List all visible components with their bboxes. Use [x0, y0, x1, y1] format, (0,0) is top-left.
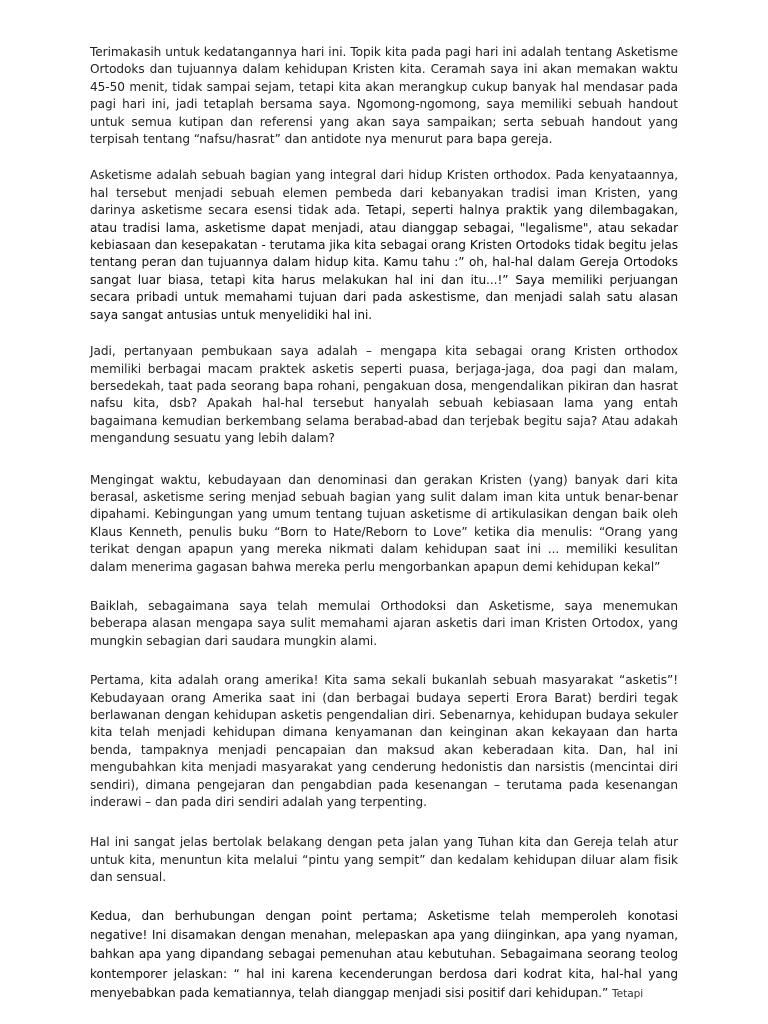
document-body [90, 44, 678, 1023]
paragraph-6 [90, 672, 678, 811]
paragraph-8 [90, 907, 678, 1004]
paragraph-8-text: Kedua, dan berhubungan dengan point pertama; Asketisme telah memperoleh konotasi negative! Ini disamakan dengan menahan, melepaskan apa yang diinginkan, apa yang nyaman, bahkan apa yang dipandang sebagai pemenuhan atau kebutuhan. Sebagaimana seorang teolog kontemporer jelaskan: “ hal ini karena kecenderungan berdosa dari kodrat kita, hal-hal yang menyebabkan pada kematiannya, telah dianggap menjadi sisi positif dari kehidupan.” [90, 908, 678, 1000]
paragraph-3-text: Jadi, pertanyaan pembukaan saya adalah – mengapa kita sebagai orang Kristen orthodox memiliki berbagai macam praktek asketis seperti puasa, berjaga-jaga, doa pagi dan malam, bersedekah, taat pada seorang bapa rohani, pengakuan dosa, mengendalikan pikiran dan hasrat nafsu kita, dsb? Apakah hal-hal tersebut hanyalah sebuah kebiasaan lama yang entah bagaimana kemudian berkembang selama berabad-abad dan terjebak begitu saja? Atau adakah mengandung sesuatu yang lebih dalam? [90, 344, 678, 446]
paragraph-1 [90, 44, 678, 148]
paragraph-4 [90, 472, 678, 576]
paragraph-2-text-b: Tetapi, seperti halnya praktik yang dilembagakan, atau tradisi lama, asketisme dapat menjadi, atau dianggap sebagai, "legalisme", atau sekadar kebiasaan dan kesepakatan - terutama jika kita sebagai orang Kristen Ortodoks tidak begitu jelas tentang peran dan tujuannya dalam hidup kita. Kamu tahu :” oh, hal-hal dalam Gereja Ortodoks sangat luar biasa, tetapi kita harus melakukan hal ini dan itu...!” Saya memiliki perjuangan secara pribadi untuk memahami tujuan dari pada askestisme, dan menjadi salah satu alasan saya sangat antusias untuk menyelidiki hal ini. [90, 203, 678, 322]
paragraph-8-tail: Tetapi [612, 987, 644, 1000]
paragraph-2 [90, 167, 678, 324]
paragraph-7-text: Hal ini sangat jelas bertolak belakang dengan peta jalan yang Tuhan kita dan Gereja telah atur untuk kita, menuntun kita melalui “pintu yang sempit” dan kedalam kehidupan diluar alam fisik dan sensual. [90, 835, 678, 885]
paragraph-5 [90, 598, 678, 650]
paragraph-6-text: Pertama, kita adalah orang amerika! Kita sama sekali bukanlah sebuah masyarakat “asketis”! Kebudayaan orang Amerika saat ini (dan berbagai budaya seperti Erora Barat) berdiri tegak berlawanan dengan kehidupan asketis pengendalian diri. Sebenarnya, kehidupan budaya sekuler kita telah menjadi kehidupan dimana kenyamanan dan keinginan akan kekayaan dan harta benda, tampaknya menjadi pencapaian dan maksud akan keberadaan kita. Dan, hal ini mengubahkan kita menjadi masyarakat yang cenderung hedonistis dan narsistis (mencintai diri sendiri), dimana pengejaran dan pengabdian pada kesenangan – terutama pada kesenangan inderawi – dan pada diri sendiri adalah yang terpenting. [90, 673, 678, 810]
paragraph-4-text: Mengingat waktu, kebudayaan dan denominasi dan gerakan Kristen (yang) banyak dari kita berasal, asketisme sering menjad sebuah bagian yang sulit dalam iman kita untuk benar-benar dipahami. Kebingungan yang umum tentang tujuan asketisme di artikulasikan dengan baik oleh Klaus Kenneth, penulis buku “Born to Hate/Reborn to Love” ketika dia menulis: “Orang yang terikat dengan apapun yang mereka nikmati dalam kehidupan saat ini ... memiliki kesulitan dalam menerima gagasan bahwa mereka perlu mengorbankan apapun demi kehidupan kekal” [90, 472, 678, 574]
paragraph-5-text: Baiklah, sebagaimana saya telah memulai Orthodoksi dan Asketisme, saya menemukan beberapa alasan mengapa saya sulit memahami ajaran asketis dari iman Kristen Ortodox, yang mungkin sebagian dari saudara mungkin alami. [90, 598, 678, 648]
paragraph-1-text: Terimakasih untuk kedatangannya hari ini. Topik kita pada pagi hari ini adalah tentang Asketisme Ortodoks dan tujuannya dalam kehidupan Kristen kita. Ceramah saya ini akan memakan waktu 45-50 menit, tidak sampai sejam, tetapi kita akan merangkup cukup banyak hal mendasar pada pagi hari ini, jadi tetaplah bersama saya. Ngomong-ngomong, saya memiliki sebuah handout untuk semua kutipan dan referensi yang akan saya sampaikan; serta sebuah handout yang terpisah tentang “nafsu/hasrat” dan antidote nya menurut para bapa gereja. [90, 45, 678, 147]
paragraph-7 [90, 834, 678, 886]
paragraph-2-text-a: Asketisme adalah sebuah bagian yang integral dari hidup Kristen orthodox. Pada kenyataannya, hal tersebut menjadi sebuah elemen pembeda dari kebanyakan tradisi iman Kristen, yang darinya asketisme secara esensi tidak ada. [90, 168, 678, 218]
paragraph-3 [90, 343, 678, 447]
